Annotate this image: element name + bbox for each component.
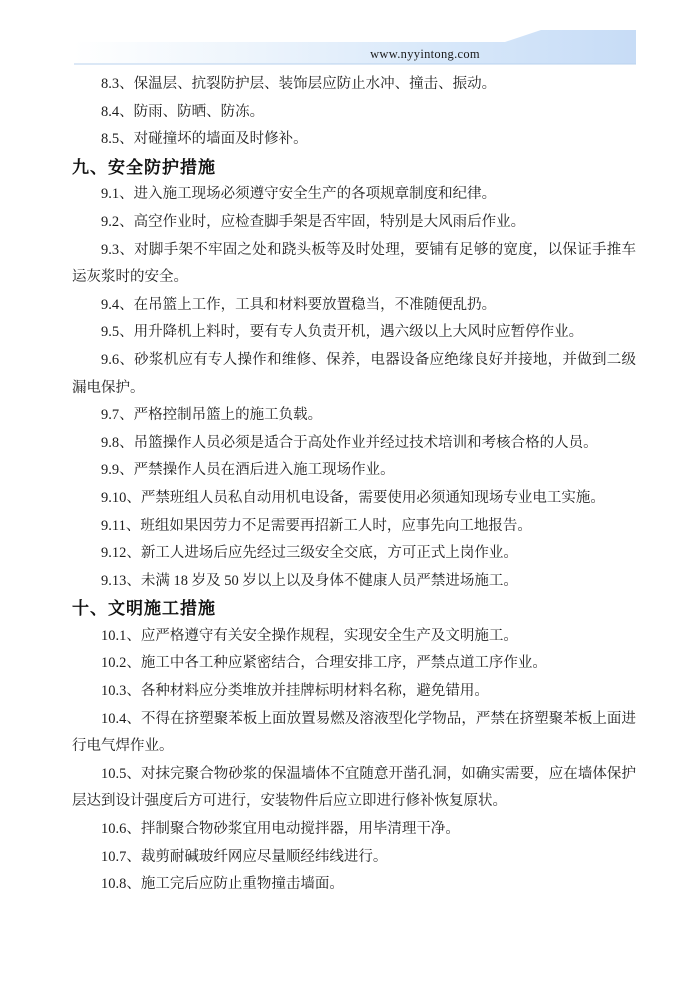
list-item: 10.3、各种材料应分类堆放并挂牌标明材料名称，避免错用。 xyxy=(101,683,489,700)
document-body xyxy=(72,71,636,899)
header-banner xyxy=(0,0,700,70)
list-item: 9.4、在吊篮上工作，工具和材料要放置稳当，不准随便乱扔。 xyxy=(101,296,497,313)
list-item: 10.7、裁剪耐碱玻纤网应尽量顺经纬线进行。 xyxy=(101,848,388,865)
list-item: 9.9、严禁操作人员在酒后进入施工现场作业。 xyxy=(101,462,395,479)
list-item: 9.7、严格控制吊篮上的施工负载。 xyxy=(101,407,323,424)
list-item: 9.13、未满 18 岁及 50 岁以上以及身体不健康人员严禁进场施工。 xyxy=(101,572,518,589)
list-item: 9.11、班组如果因劳力不足需要再招新工人时，应事先向工地报告。 xyxy=(101,517,532,534)
list-item: 8.4、防雨、防晒、防冻。 xyxy=(101,103,265,120)
list-item: 10.4、不得在挤塑聚苯板上面放置易燃及溶液型化学物品，严禁在挤塑聚苯板上面进行电气焊作业。 xyxy=(72,710,636,755)
list-item: 8.5、对碰撞坏的墙面及时修补。 xyxy=(101,131,308,148)
list-item: 10.1、应严格遵守有关安全操作规程，实现安全生产及文明施工。 xyxy=(101,627,518,644)
section-heading: 十、文明施工措施 xyxy=(72,599,216,619)
list-item: 10.5、对抹完聚合物砂浆的保温墙体不宜随意开凿孔洞，如确实需要，应在墙体保护层达到设计强度后方可进行，安装物件后应立即进行修补恢复原状。 xyxy=(72,765,636,810)
list-item: 9.1、进入施工现场必须遵守安全生产的各项规章制度和纪律。 xyxy=(101,186,497,203)
list-item: 10.6、拌制聚合物砂浆宜用电动搅拌器，用毕清理干净。 xyxy=(101,821,460,838)
list-item: 9.2、高空作业时，应检查脚手架是否牢固，特别是大风雨后作业。 xyxy=(101,213,526,230)
list-item: 10.8、施工完后应防止重物撞击墙面。 xyxy=(101,876,344,893)
list-item: 9.12、新工人进场后应先经过三级安全交底，方可正式上岗作业。 xyxy=(101,545,518,562)
list-item: 8.3、保温层、抗裂防护层、装饰层应防止水冲、撞击、振动。 xyxy=(101,76,497,92)
list-item: 9.6、砂浆机应有专人操作和维修、保养，电器设备应绝缘良好并接地，并做到二级漏电保护。 xyxy=(72,351,636,396)
list-item: 9.3、对脚手架不牢固之处和跷头板等及时处理，要铺有足够的宽度，以保证手推车运灰浆时的安全。 xyxy=(72,241,636,286)
list-item: 10.2、施工中各工种应紧密结合，合理安排工序，严禁点道工序作业。 xyxy=(101,655,547,672)
list-item: 9.10、严禁班组人员私自动用机电设备，需要使用必须通知现场专业电工实施。 xyxy=(101,489,605,506)
list-item: 9.8、吊篮操作人员必须是适合于高处作业并经过技术培训和考核合格的人员。 xyxy=(101,434,598,451)
section-heading: 九、安全防护措施 xyxy=(72,157,216,177)
website-url: www.nyyintong.com xyxy=(370,47,480,61)
list-item: 9.5、用升降机上料时，要有专人负责开机，遇六级以上大风时应暂停作业。 xyxy=(101,324,584,341)
